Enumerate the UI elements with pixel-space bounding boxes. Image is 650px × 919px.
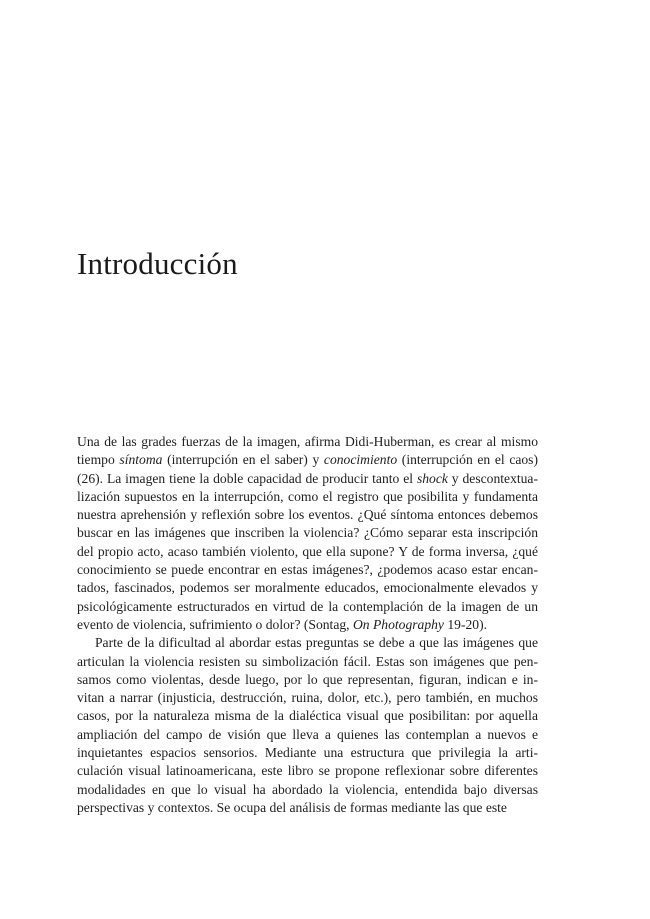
paragraph xyxy=(77,433,538,634)
text-run: buscar en las imágenes que inscriben la violencia? ¿Cómo separar esta inscripción xyxy=(77,525,538,541)
text-run: Una de las grades fuerzas de la imagen, afirma Didi-Huberman, es crear al mismo xyxy=(77,434,538,449)
text-line xyxy=(77,579,538,597)
text-run: lización supuestos en la interrupción, como el registro que posibilita y fundamenta xyxy=(77,488,538,504)
text-run: (interrupción en el caos) xyxy=(397,452,538,468)
text-run: casos, por la naturaleza misma de la dialéctica visual que posibilitan: por aquella xyxy=(77,708,538,724)
text-line xyxy=(77,561,538,579)
text-run: culación visual latinoamericana, este libro se propone reflexionar sobre diferentes xyxy=(77,763,538,779)
text-line xyxy=(77,634,538,652)
text-line xyxy=(77,726,538,744)
text-line xyxy=(77,616,538,634)
text-line xyxy=(77,653,538,671)
text-line xyxy=(77,781,538,799)
text-run: tiempo xyxy=(77,452,120,468)
text-run: (26). La imagen tiene la doble capacidad de producir tanto el xyxy=(77,470,417,486)
text-line xyxy=(77,488,538,506)
text-run: inquietantes espacios sensorios. Mediante una estructura que privilegia la arti- xyxy=(77,745,538,761)
text-run: y descontextua- xyxy=(447,470,538,486)
text-line xyxy=(77,598,538,616)
body-text xyxy=(77,433,538,817)
italic-term: shock xyxy=(416,470,448,486)
paragraph xyxy=(77,634,538,817)
text-run: samos como violentas, desde luego, por lo que representan, figuran, indican e in- xyxy=(77,671,538,687)
text-run: ampliación del campo de visión que lleva a quienes las contemplan a nuevos e xyxy=(77,726,538,742)
text-run: vitan a narrar (injusticia, destrucción, ruina, dolor, etc.), pero también, en muchos xyxy=(77,690,538,706)
text-line xyxy=(77,451,538,469)
text-line xyxy=(77,799,538,817)
text-line xyxy=(77,762,538,780)
text-run: perspectivas y contextos. Se ocupa del análisis de formas mediante las que este xyxy=(77,799,507,815)
text-line xyxy=(77,707,538,725)
text-run: 19-20). xyxy=(443,616,488,632)
text-run: modalidades en que lo visual ha abordado la violencia, entendida bajo diversas xyxy=(77,781,538,797)
text-line xyxy=(77,433,538,451)
text-line xyxy=(77,543,538,561)
text-run: articulan la violencia resisten su simbolización fácil. Estas son imágenes que pen- xyxy=(77,653,538,669)
italic-term: síntoma xyxy=(119,452,163,468)
text-run: (interrupción en el saber) y xyxy=(162,452,324,468)
text-run: evento de violencia, sufrimiento o dolor? (Sontag, xyxy=(77,616,353,632)
text-run: del propio acto, acaso también violento, que ella supone? Y de forma inversa, ¿qué xyxy=(77,543,538,559)
text-line xyxy=(77,744,538,762)
text-line xyxy=(77,506,538,524)
text-run: conocimiento se puede encontrar en estas imágenes?, ¿podemos acaso estar encan- xyxy=(77,562,538,578)
text-run: tados, fascinados, podemos ser moralmente educados, emocionalmente elevados y xyxy=(77,580,538,596)
text-line xyxy=(77,689,538,707)
text-run: nuestra aprehensión y reflexión sobre los eventos. ¿Qué síntoma entonces debemos xyxy=(77,507,538,523)
text-line xyxy=(77,671,538,689)
text-run: Parte de la dificultad al abordar estas preguntas se debe a que las imágenes que xyxy=(95,635,538,651)
text-line xyxy=(77,524,538,542)
italic-term: On Photography xyxy=(352,616,444,632)
text-line xyxy=(77,470,538,488)
chapter-title: Introducción xyxy=(77,246,238,281)
italic-term: conocimiento xyxy=(323,452,398,468)
text-run: psicológicamente estructurados en virtud de la contemplación de la imagen de un xyxy=(77,598,538,614)
